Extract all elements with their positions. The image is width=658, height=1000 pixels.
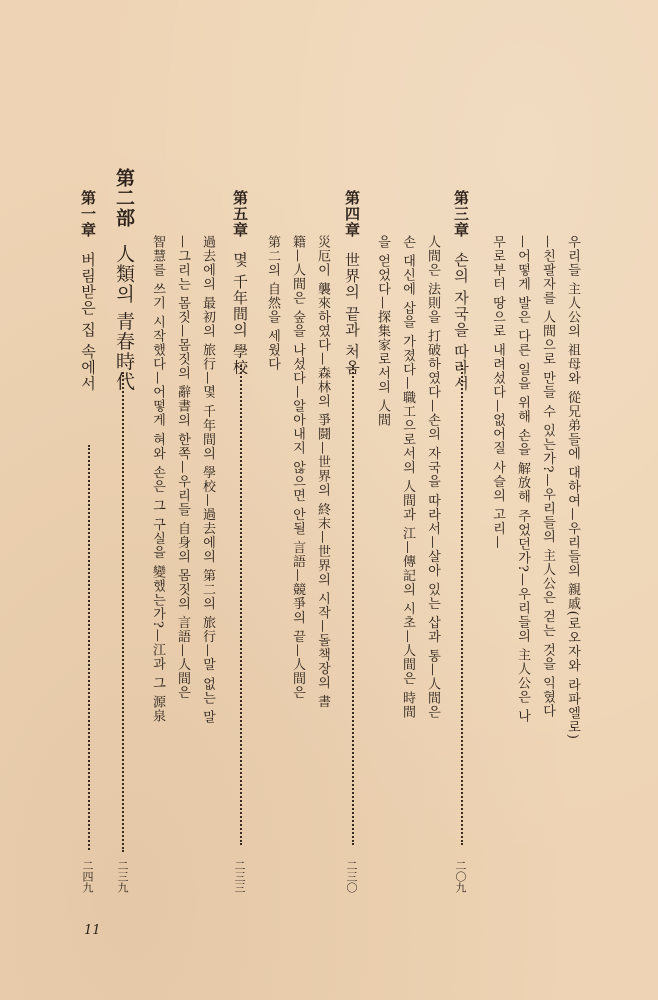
chapter3-line-1: 우리들 主人公의 祖母와 從兄弟들에 대하여—우리들의 親戚(로오자와 라파엘로) <box>565 235 580 740</box>
part2-leader <box>122 372 124 852</box>
chapter3-leader <box>461 365 463 845</box>
chapter4-page: 二三〇 <box>345 860 358 893</box>
part2-chapter1-number: 第一章 <box>79 190 97 238</box>
page-number: 11 <box>84 923 101 938</box>
part2-chapter1-line-3: 智慧를 쓰기 시작했다—어떻게 혀와 손은 그 구실을 變했는가?—江과 그 源泉 <box>150 235 165 724</box>
chapter3-line-2: —친팔자를 人間으로 만들 수 있는가?—우리들의 主人公은 걷는 것을 익혔다 <box>540 235 555 719</box>
part2-heading <box>113 168 135 391</box>
part2-chapter1-title: 버림받은 집 속에서 <box>79 252 97 392</box>
part2-chapter1-leader <box>88 445 90 850</box>
chapter5-line-2: 籍—人間은 숲을 나섰다—알아내지 않으면 안될 言語—競爭의 끝—人間은 <box>290 235 305 700</box>
chapter5-leader <box>240 365 242 845</box>
part2-chapter1-line-2: —그리는 몸짓—몸짓의 辭書의 한쪽—우리들 自身의 몸짓의 言語—人間은 <box>175 235 190 700</box>
chapter4-heading <box>343 190 361 376</box>
part2-title: 人類의 青春時代 <box>113 244 135 392</box>
chapter4-number: 第四章 <box>343 190 361 238</box>
chapter5-line-1: 災厄이 襲來하였다—森林의 爭鬪—世界의 終末—世界의 시작—돌책장의 書 <box>315 235 330 709</box>
chapter5-heading <box>231 190 249 376</box>
chapter3-title: 손의 자국을 따라서 <box>452 252 470 392</box>
chapter3-line-3: —어떻게 발은 다른 일을 위해 손을 解放해 주었던가?—우리들의 主人公은 나 <box>515 235 530 724</box>
chapter5-number: 第五章 <box>231 190 249 238</box>
chapter3-heading <box>452 190 470 392</box>
chapter5-page: 二三三 <box>233 860 246 893</box>
part2-number: 第二部 <box>113 168 135 228</box>
chapter3-page: 二〇九 <box>454 860 467 893</box>
part2-page: 二三九 <box>116 860 129 893</box>
chapter4-leader <box>352 365 354 845</box>
chapter5-title: 몇 千年間의 學校 <box>231 252 249 376</box>
chapter4-title: 世界의 끝과 처음 <box>343 252 361 376</box>
part2-chapter1-line-1: 過去에의 最初의 旅行—몇 千年間의 學校—過去에의 第二의 旅行—말 없는 말 <box>200 235 215 725</box>
part2-chapter1-page: 二四九 <box>81 860 94 893</box>
chapter4-line-3: 을 얻었다—探集家로서의 人間 <box>375 235 390 428</box>
chapter4-line-1: 人間은 法則을 打破하였다—손의 자국을 따라서—살아 있는 삽과 통—人間은 <box>425 235 440 719</box>
chapter4-line-2: 손 대신에 삽을 가졌다—職工으로서의 人間과 江—傳記의 시초—人間은 時間 <box>400 235 415 719</box>
chapter3-line-4: 무로부터 땅으로 내려섰다—없어질 사슬의 고리— <box>490 235 505 550</box>
chapter5-line-3: 第二의 自然을 세웠다 <box>265 235 280 372</box>
chapter3-number: 第三章 <box>452 190 470 238</box>
part2-chapter1-heading <box>79 190 97 392</box>
